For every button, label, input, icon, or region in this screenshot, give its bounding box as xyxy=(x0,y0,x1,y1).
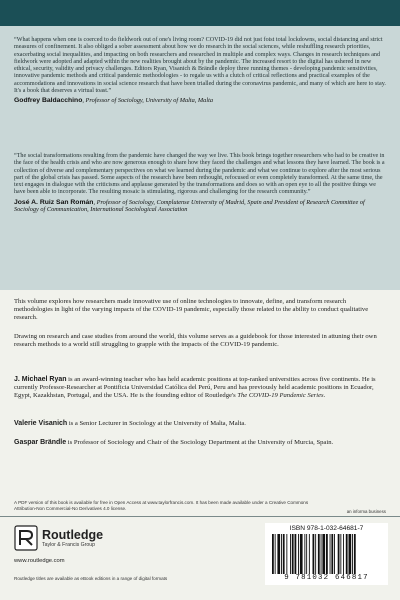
barcode-bar xyxy=(346,534,348,574)
barcode-bar xyxy=(292,534,294,574)
barcode-bar xyxy=(275,534,276,574)
barcode-bar xyxy=(343,534,344,574)
barcode-bar xyxy=(334,534,335,574)
barcode-bar xyxy=(300,534,303,574)
barcode-bar xyxy=(330,534,331,574)
barcode-bar xyxy=(309,534,310,574)
barcode-bar xyxy=(338,534,340,574)
endorsement-2 xyxy=(14,153,386,213)
barcode-bar xyxy=(331,534,333,574)
description-paragraph: This volume explores how researchers made innovative use of online technologies to innovate, define, and transform research methodologies in light of the varying impacts of the COVID-19 pandemic, especially those related to the ability to conduct qualitative research. xyxy=(14,298,369,321)
barcode-bar xyxy=(321,534,322,574)
isbn-number: ISBN 978-1-032-64681-7 xyxy=(289,525,364,532)
isbn-barcode xyxy=(265,523,388,585)
endorser-affiliation: , Professor of Sociology, University of Malta, Malta xyxy=(82,97,213,105)
top-color-band xyxy=(0,0,400,26)
editor-name: J. Michael Ryan xyxy=(14,376,67,383)
endorsement-attribution xyxy=(14,199,386,214)
ebook-note: Routledge titles are available as eBook editions in a range of digital formats xyxy=(14,576,168,581)
barcode-bar xyxy=(352,534,353,574)
editor-bio: Gaspar Brändle is Professor of Sociology and Chair of the Sociology Department at the University of Murcia, Spain. xyxy=(14,439,334,446)
endorsement-text: “What happens when one is coerced to do fieldwork out of one's living room? COVID-19 did not just foist total lockdowns, social distancing and strict measures of confinement. It also obliged a sober assessment about how we do research in the social sciences, while reshuffling research priorities, exacerbating social inequalities, and impacting on both researchers and researched in multiple and complex ways. Changes in research techniques and fieldwork were adopted and adapted within the new realities brought about by the pandemic. The increased resort to the digital has ushered in new ethical, security, validity and privacy challenges. Editors Ryan, Visanich & Brändle deploy three running themes - developing pandemic sensitivities, innovative pandemic methods and critical pandemic methodologies - to regale us with a clutch of critical reflections and practical examples of the accommodations and innovations in social science research that have been trialled during the coronavirus pandemic, and many of which are here to stay. It's a book that deserves a virtual toast.” xyxy=(14,37,386,95)
barcode-bar xyxy=(340,534,341,574)
barcode-bar xyxy=(281,534,282,574)
barcode-bars xyxy=(271,534,382,574)
barcode-bar xyxy=(315,534,316,574)
barcode-bar xyxy=(354,534,356,574)
barcode-bar xyxy=(306,534,307,574)
barcode-bar xyxy=(322,534,325,574)
endorsement-attribution xyxy=(14,97,386,104)
barcode-bar xyxy=(318,534,320,574)
editor-bio: Valerie Visanich is a Senior Lecturer in Sociology at the University of Malta, Malta. xyxy=(14,420,246,427)
barcode-bar xyxy=(295,534,297,574)
editor-name: Gaspar Brändle xyxy=(14,439,67,446)
barcode-bar xyxy=(283,534,285,574)
barcode-bar xyxy=(277,534,280,574)
routledge-logo xyxy=(14,523,144,553)
barcode-bar xyxy=(298,534,299,574)
endorser-name: Godfrey Baldacchino xyxy=(14,97,83,105)
footer-divider xyxy=(0,516,400,517)
editor-bio: J. Michael Ryan is an award-winning teacher who has held academic positions at top-ranked universities across five continents. He is currently Professor-Researcher at Pontificia Universidad Católica del Perú, Peru and has previously held academic positions in Ecuador, Egypt, Kazakhstan, Portugal, and the USA. He is the founding editor of Routledge's The COVID-19 Pandemic Series. xyxy=(14,376,376,399)
barcode-bar xyxy=(290,534,291,574)
endorser-affiliation: , Professor of Sociology, Complutense University of Madrid, Spain and President of Research Committee of Sociology of Communication, International Sociological Association xyxy=(14,198,365,214)
informa-tag: an informa business xyxy=(346,509,386,514)
open-access-note: A PDF version of this book is available for free in Open Access at www.taylorfrancis.com. It has been made available under a Creative Commons Attribution-Non Commercial-No Derivatives 4.0 license. xyxy=(14,500,309,511)
routledge-logo-icon xyxy=(14,525,38,551)
barcode-bar xyxy=(313,534,315,574)
series-title: The COVID-19 Pandemic Series xyxy=(237,392,324,399)
barcode-bar xyxy=(304,534,305,574)
publisher-website: www.routledge.com xyxy=(14,558,65,564)
publisher-group: Taylor & Francis Group xyxy=(42,541,96,548)
editor-name: Valerie Visanich xyxy=(14,420,68,427)
barcode-bar xyxy=(326,534,328,574)
publisher-name: Routledge xyxy=(42,527,104,542)
barcode-bar xyxy=(286,534,287,574)
barcode-bar xyxy=(272,534,274,574)
endorser-name: José A. Ruiz San Román xyxy=(14,198,94,206)
description-paragraph: Drawing on research and case studies from around the world, this volume serves as a guidebook for those interested in attuning their own research methods to a world still struggling to grapple with the impacts of the COVID-19 pandemic. xyxy=(14,333,377,348)
endorsement-1 xyxy=(14,37,386,105)
endorsement-text: “The social transformations resulting from the pandemic have changed the way we live. This book brings together researchers who had to be creative in the face of the health crisis and who are now generous enough to share how they faced the challenges and what lessons they have learned. The book is a collection of diverse and complementary perspectives on what we learned during the pandemic and what we continue to explore after the most serious part of the global crisis has passed. Some aspects of the research have been rethought, refocused or even completely transformed. At the same time, the text engages in dialogue with the criticisms and applause generated by the transformations and does so with an open eye to all the positive things we have been able to incorporate. The resulting mosaic is stimulating, rigorous and challenging for the research community.” xyxy=(14,153,385,196)
barcode-bar xyxy=(349,534,352,574)
barcode-digits: 9 781032 646817 xyxy=(284,574,369,582)
